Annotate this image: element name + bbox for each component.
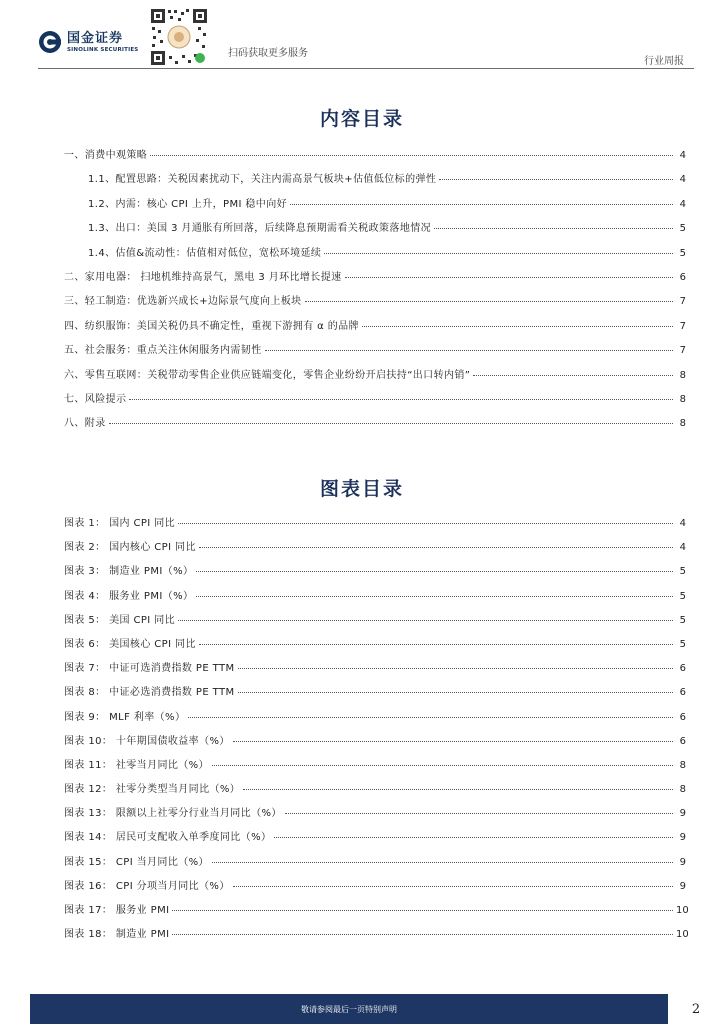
toc-entry[interactable] (64, 366, 686, 390)
toc-entry-label: 二、家用电器： 扫地机维持高景气，黑电 3 月环比增长提速 (64, 271, 342, 283)
figure-entry-label: 图表 10： 十年期国债收益率（%） (64, 735, 230, 747)
dot-leader (345, 276, 674, 278)
figure-entry-label: 图表 4： 服务业 PMI（%） (64, 590, 194, 602)
figure-entry[interactable] (64, 828, 686, 852)
dot-leader (150, 154, 673, 156)
toc-entry-label: 七、风险提示 (64, 393, 127, 405)
dot-leader (129, 398, 673, 400)
toc-entry-label: 四、纺织服饰：美国关税仍具不确定性，重视下游拥有 α 的品牌 (64, 320, 359, 332)
dot-leader (233, 740, 673, 742)
toc-entry-page-number: 8 (679, 418, 686, 430)
toc-entry-label: 1.2、内需：核心 CPI 上升，PMI 稳中向好 (88, 198, 288, 210)
figure-entry[interactable] (64, 587, 686, 611)
dot-leader (285, 812, 673, 814)
dot-leader (305, 300, 673, 302)
dot-leader (362, 325, 673, 327)
toc-entry-label: 八、附录 (64, 418, 106, 430)
figure-entry[interactable] (64, 635, 686, 659)
dot-leader (265, 349, 673, 351)
figure-entry-label: 图表 18： 制造业 PMI (64, 929, 170, 941)
figure-entry[interactable] (64, 732, 686, 756)
company-logo (38, 28, 138, 56)
toc-entry-label: 六、零售互联网：关税带动零售企业供应链端变化，零售企业纷纷开启扶持“出口转内销” (64, 369, 471, 381)
figure-entry-page-number: 5 (679, 566, 686, 578)
figure-entry-label: 图表 17： 服务业 PMI (64, 905, 170, 916)
toc-entry[interactable] (64, 390, 686, 414)
toc-title: 内容目录 (319, 108, 404, 130)
figure-entry-page-number: 6 (679, 687, 686, 699)
figure-entry-page-number: 4 (679, 518, 686, 529)
toc-entry-page-number: 5 (679, 247, 686, 259)
figure-entry[interactable] (64, 877, 686, 901)
dot-leader (172, 933, 673, 935)
figure-entry-page-number: 4 (679, 542, 686, 554)
figure-entry-page-number: 9 (679, 808, 686, 820)
figure-entry-label: 图表 7： 中证可选消费指数 PE TTM (64, 663, 235, 675)
dot-leader (243, 788, 673, 790)
figure-entry[interactable] (64, 901, 689, 925)
page-header (0, 0, 724, 70)
sinolink-logo-icon (38, 30, 62, 54)
figure-entry[interactable] (64, 683, 686, 707)
toc-entry[interactable] (64, 146, 686, 170)
dot-leader (434, 227, 673, 229)
figure-entry-page-number: 9 (679, 880, 686, 892)
figure-entry-label: 图表 16： CPI 分项当月同比（%） (64, 880, 230, 892)
toc-entry-page-number: 4 (679, 198, 686, 210)
figure-entry[interactable] (64, 780, 686, 804)
figure-entry-label: 图表 1： 国内 CPI 同比 (64, 518, 176, 529)
figure-entry-page-number: 8 (679, 784, 686, 796)
toc-entry-label: 1.4、估值&流动性：估值相对低位，宽松环境延续 (88, 247, 322, 259)
page-footer (0, 994, 724, 1024)
figure-entry[interactable] (64, 514, 686, 538)
figure-entry-page-number: 5 (679, 614, 686, 626)
figure-entry[interactable] (64, 611, 686, 635)
toc-entry[interactable] (64, 219, 686, 243)
page-number: 2 (691, 1001, 701, 1017)
dot-leader (172, 909, 673, 911)
dot-leader (212, 764, 673, 766)
figure-entry[interactable] (64, 804, 686, 828)
dot-leader (473, 374, 673, 376)
dot-leader (196, 595, 673, 597)
figure-entry[interactable] (64, 659, 686, 683)
toc-entry-page-number: 4 (679, 150, 686, 161)
scan-for-services-text: 扫码获取更多服务 (228, 48, 308, 59)
figure-entry-label: 图表 15： CPI 当月同比（%） (64, 856, 209, 868)
figure-toc (64, 514, 689, 949)
toc-entry[interactable] (64, 244, 686, 268)
dot-leader (178, 619, 673, 621)
toc-entry-label: 五、社会服务：重点关注休闲服务内需韧性 (64, 345, 262, 357)
toc-entry[interactable] (64, 292, 686, 316)
toc-entry-page-number: 4 (679, 174, 686, 186)
toc-entry-page-number: 7 (679, 345, 686, 357)
dot-leader (196, 570, 673, 572)
toc-entry[interactable] (64, 268, 686, 292)
dot-leader (274, 836, 673, 838)
figure-entry-label: 图表 13： 限额以上社零分行业当月同比（%） (64, 808, 282, 820)
figure-entry-label: 图表 8： 中证必选消费指数 PE TTM (64, 687, 235, 699)
toc-entry-page-number: 8 (679, 369, 686, 381)
figure-entry-label: 图表 11： 社零当月同比（%） (64, 759, 209, 771)
toc-entry-page-number: 7 (679, 296, 686, 308)
figure-toc-title: 图表目录 (319, 478, 404, 500)
toc-entry-page-number: 8 (679, 393, 686, 405)
figure-entry-label: 图表 12： 社零分类型当月同比（%） (64, 784, 241, 796)
toc-entry[interactable] (64, 170, 686, 194)
figure-entry-label: 图表 2： 国内核心 CPI 同比 (64, 542, 196, 554)
figure-entry-page-number: 9 (679, 856, 686, 868)
dot-leader (109, 422, 673, 424)
logo-english-name: SINOLINK SECURITIES (67, 46, 139, 53)
figure-entry[interactable] (64, 853, 686, 877)
toc-entry[interactable] (64, 341, 686, 365)
toc-entry-label: 1.1、配置思路：关税因素扰动下，关注内需高景气板块+估值低位标的弹性 (88, 174, 437, 186)
report-type: 行业周报 (644, 56, 684, 67)
figure-entry[interactable] (64, 925, 689, 949)
figure-entry[interactable] (64, 756, 686, 780)
figure-entry-page-number: 6 (679, 663, 686, 675)
figure-entry-label: 图表 9： MLF 利率（%） (64, 711, 186, 723)
toc-entry-label: 1.3、出口：美国 3 月通胀有所回落，后续降息预期需看关税政策落地情况 (88, 223, 432, 235)
logo-chinese-name: 国金证券 (67, 30, 124, 46)
qr-code-icon[interactable] (148, 6, 210, 68)
figure-entry-page-number: 9 (679, 832, 686, 844)
figure-entry-page-number: 10 (676, 905, 689, 916)
dot-leader (324, 252, 673, 254)
figure-entry-page-number: 6 (679, 735, 686, 747)
toc-entry[interactable] (64, 317, 686, 341)
figure-entry[interactable] (64, 708, 686, 732)
figure-entry-label: 图表 5： 美国 CPI 同比 (64, 614, 176, 626)
toc-entry-page-number: 6 (679, 271, 686, 283)
toc-entry[interactable] (64, 414, 686, 438)
figure-entry-label: 图表 14： 居民可支配收入单季度同比（%） (64, 832, 272, 844)
dot-leader (188, 716, 673, 718)
dot-leader (238, 667, 674, 669)
figure-entry-page-number: 5 (679, 590, 686, 602)
dot-leader (238, 691, 674, 693)
dot-leader (212, 861, 673, 863)
toc-entry-label: 三、轻工制造：优选新兴成长+边际景气度向上板块 (64, 296, 302, 308)
figure-entry-page-number: 8 (679, 759, 686, 771)
footer-disclaimer: 敬请参阅最后一页特别声明 (30, 994, 668, 1024)
toc-entry-label: 一、消费中观策略 (64, 150, 148, 161)
content-toc (64, 146, 686, 439)
figure-entry-page-number: 5 (679, 638, 686, 650)
figure-entry-label: 图表 3： 制造业 PMI（%） (64, 566, 194, 578)
header-divider (38, 68, 694, 69)
dot-leader (199, 546, 673, 548)
dot-leader (233, 885, 673, 887)
figure-entry-page-number: 10 (676, 929, 689, 941)
figure-entry[interactable] (64, 538, 686, 562)
toc-entry-page-number: 7 (679, 320, 686, 332)
dot-leader (199, 643, 673, 645)
toc-entry-page-number: 5 (679, 223, 686, 235)
dot-leader (178, 522, 673, 524)
figure-entry-label: 图表 6： 美国核心 CPI 同比 (64, 638, 196, 650)
figure-entry-page-number: 6 (679, 711, 686, 723)
dot-leader (439, 178, 673, 180)
toc-entry[interactable] (64, 195, 686, 219)
dot-leader (290, 203, 673, 205)
figure-entry[interactable] (64, 562, 686, 586)
